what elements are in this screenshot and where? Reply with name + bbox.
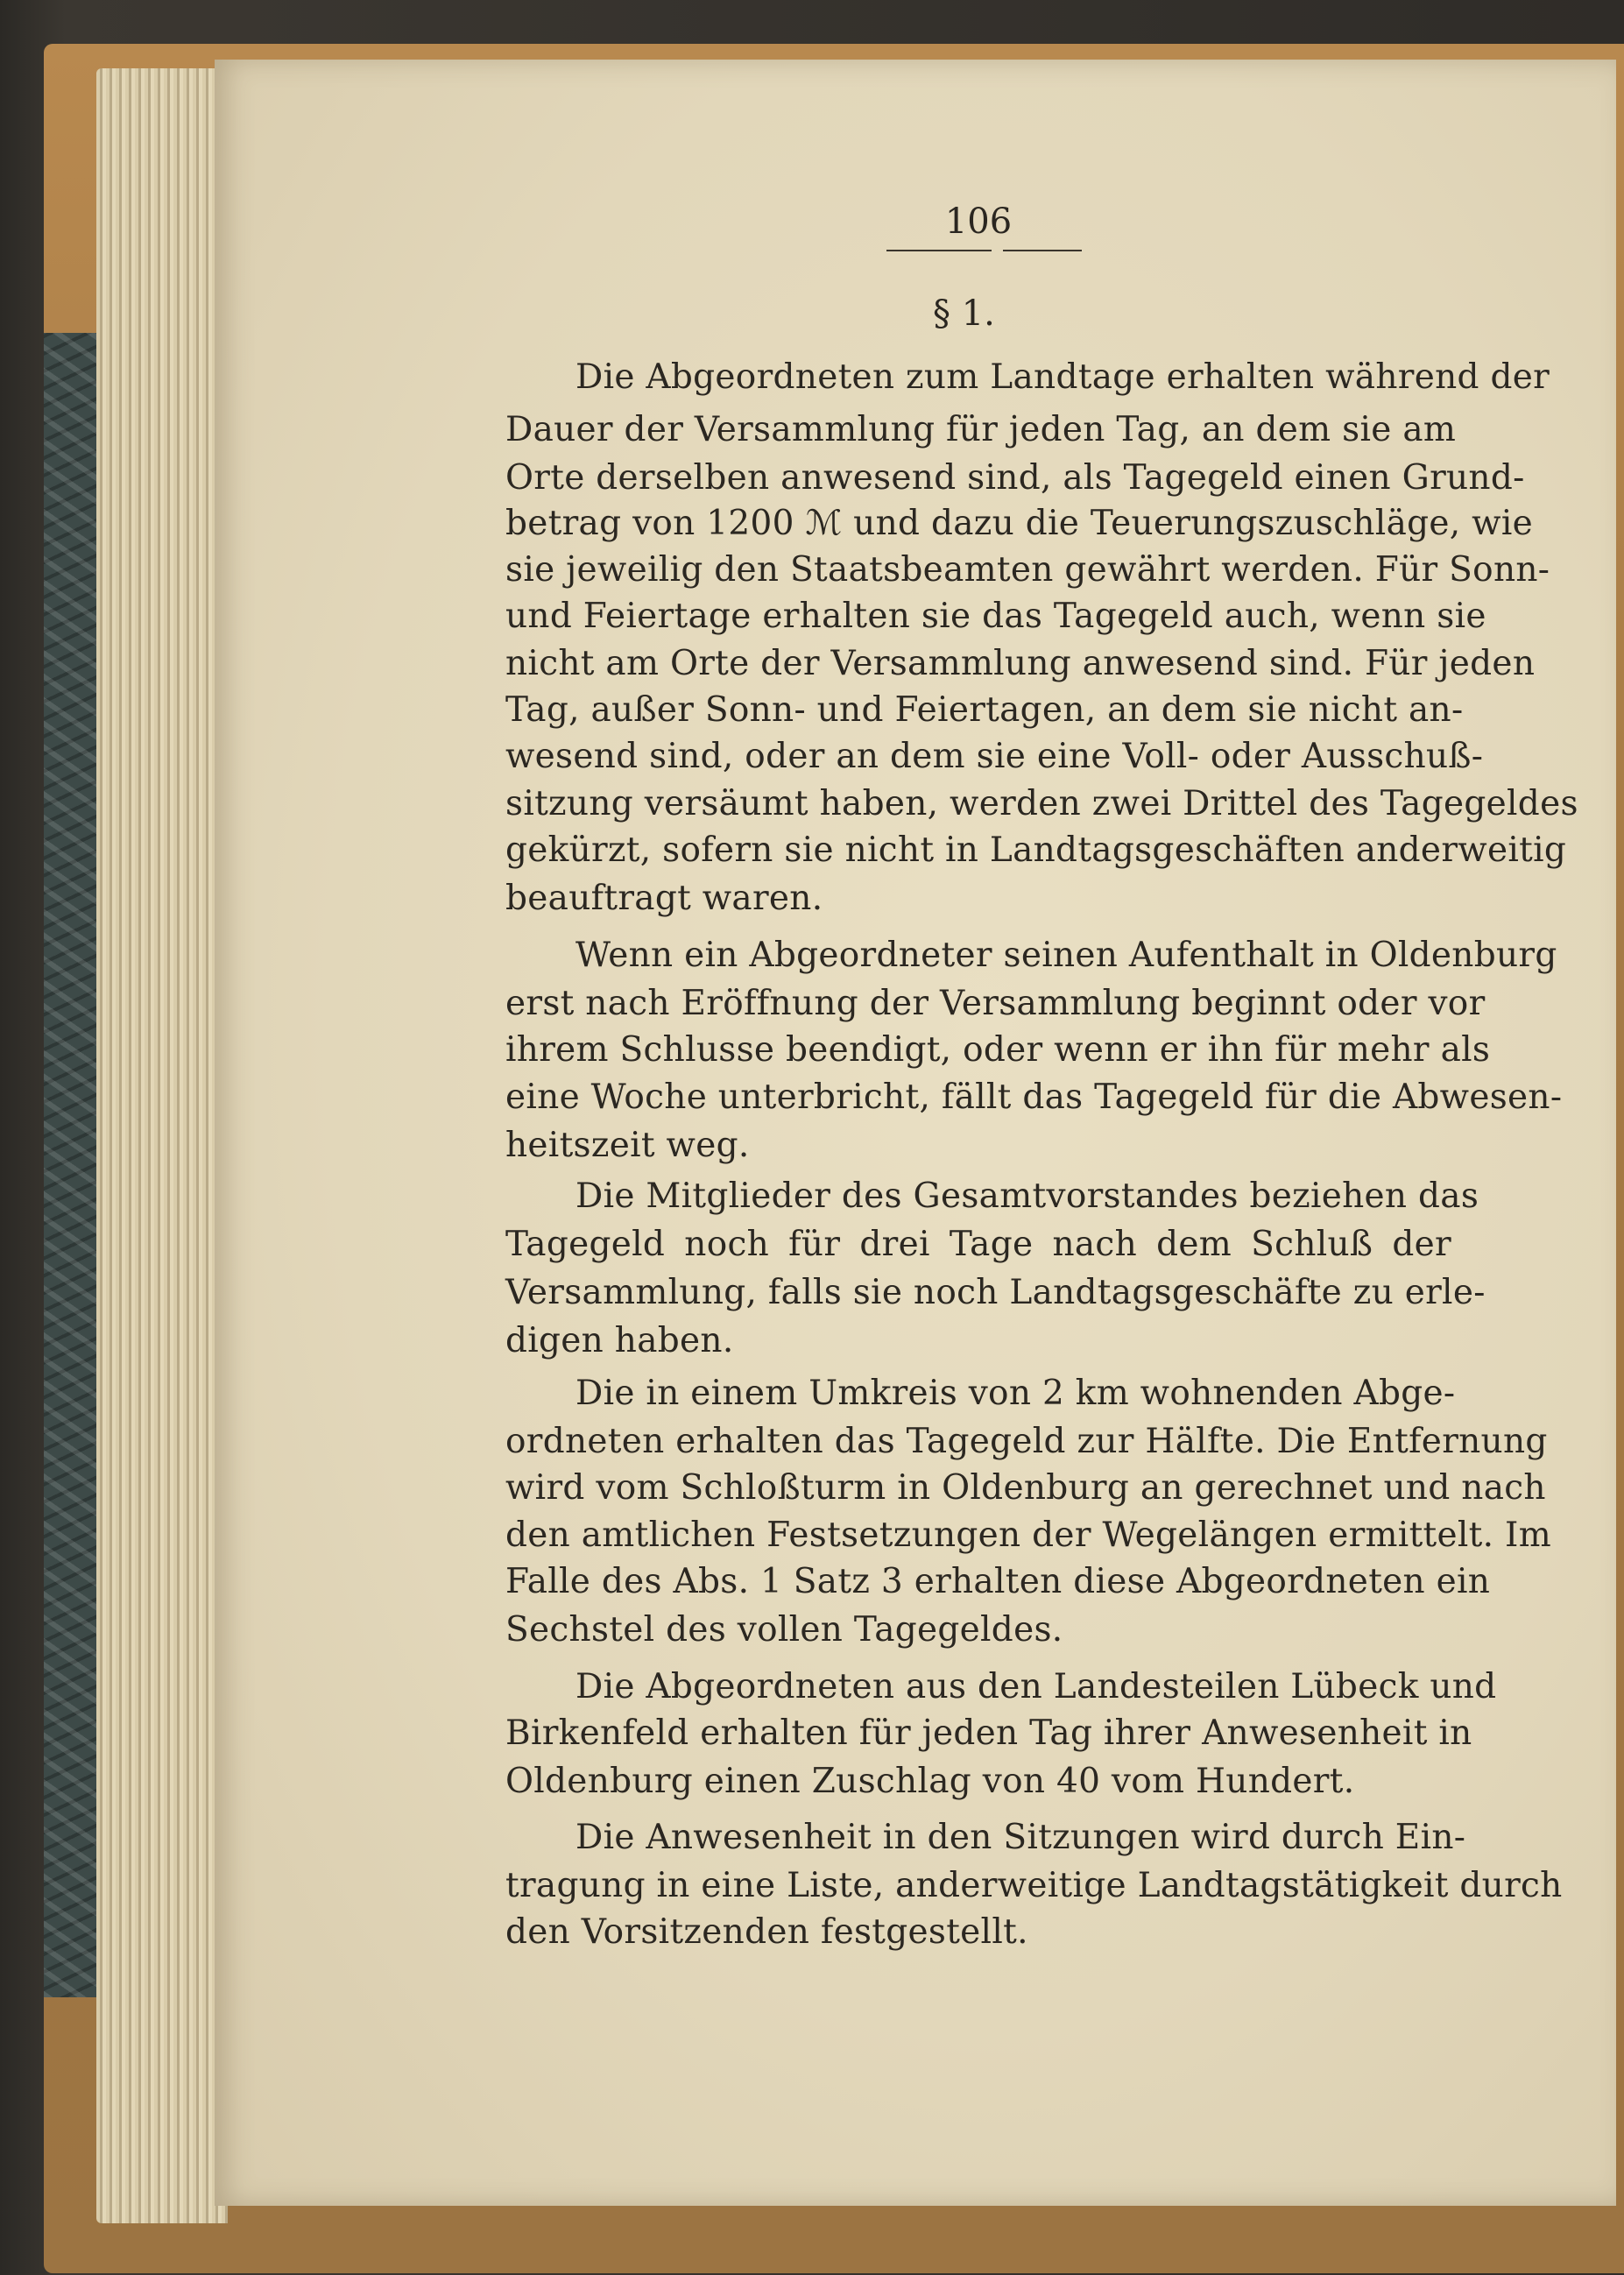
text-line: Die Mitglieder des Gesamtvorstandes beziehen das (575, 1176, 1479, 1216)
text-line: Wenn ein Abgeordneter seinen Aufenthalt in Oldenburg (575, 936, 1557, 975)
header-rule-left (886, 250, 992, 251)
text-line: sitzung versäumt haben, werden zwei Drittel des Tagegeldes (505, 784, 1578, 823)
text-line: betrag von 1200 ℳ und dazu die Teuerungszuschläge, wie (505, 504, 1534, 543)
text-line: Die in einem Umkreis von 2 km wohnenden Abge- (575, 1374, 1456, 1413)
text-line: sie jeweilig den Staatsbeamten gewährt werden. Für Sonn- (505, 550, 1550, 590)
header-rule-right (1003, 250, 1082, 251)
text-line: den amtlichen Festsetzungen der Wegelängen ermittelt. Im (505, 1515, 1552, 1555)
text-line: beauftragt waren. (505, 879, 823, 918)
text-line: und Feiertage erhalten sie das Tagegeld auch, wenn sie (505, 597, 1486, 636)
text-line: Versammlung, falls sie noch Landtagsgeschäfte zu erle- (505, 1273, 1486, 1312)
text-line: Falle des Abs. 1 Satz 3 erhalten diese Abgeordneten ein (505, 1562, 1491, 1601)
text-line: ordneten erhalten das Tagegeld zur Hälfte. Die Entfernung (505, 1422, 1548, 1461)
text-line: wesend sind, oder an dem sie eine Voll- oder Ausschuß- (505, 737, 1484, 776)
text-line: wird vom Schloßturm in Oldenburg an gerechnet und nach (505, 1468, 1546, 1508)
text-line: Tagegeld noch für drei Tage nach dem Schluß der (505, 1225, 1451, 1264)
text-line: Dauer der Versammlung für jeden Tag, an dem sie am (505, 410, 1457, 449)
text-line: Die Abgeordneten zum Landtage erhalten während der (575, 357, 1550, 397)
text-line: Birkenfeld erhalten für jeden Tag ihrer Anwesenheit in (505, 1713, 1472, 1753)
text-line: erst nach Eröffnung der Versammlung beginnt oder vor (505, 984, 1486, 1023)
text-line: Die Abgeordneten aus den Landesteilen Lübeck und (575, 1667, 1497, 1706)
text-line: tragung in eine Liste, anderweitige Landtagstätigkeit durch (505, 1866, 1563, 1905)
text-line: Die Anwesenheit in den Sitzungen wird durch Ein- (575, 1818, 1466, 1857)
page-edges (96, 68, 228, 2223)
text-line: digen haben. (505, 1321, 734, 1360)
page-number: 106 (944, 201, 1013, 242)
text-line: eine Woche unterbricht, fällt das Tagegeld für die Abwesen- (505, 1077, 1563, 1117)
text-line: den Vorsitzenden festgestellt. (505, 1912, 1028, 1952)
text-line: nicht am Orte der Versammlung anwesend sind. Für jeden (505, 644, 1536, 683)
text-line: Sechstel des vollen Tagegeldes. (505, 1610, 1063, 1650)
text-line: Oldenburg einen Zuschlag von 40 vom Hundert. (505, 1762, 1355, 1801)
text-line: Orte derselben anwesend sind, als Tagegeld einen Grund- (505, 458, 1525, 498)
text-line: heitszeit weg. (505, 1126, 750, 1165)
text-line: gekürzt, sofern sie nicht in Landtagsgeschäften anderweitig (505, 830, 1567, 870)
text-line: Tag, außer Sonn- und Feiertagen, an dem sie nicht an- (505, 690, 1464, 730)
text-line: ihrem Schlusse beendigt, oder wenn er ihn für mehr als (505, 1030, 1491, 1070)
section-heading: § 1. (933, 293, 995, 334)
